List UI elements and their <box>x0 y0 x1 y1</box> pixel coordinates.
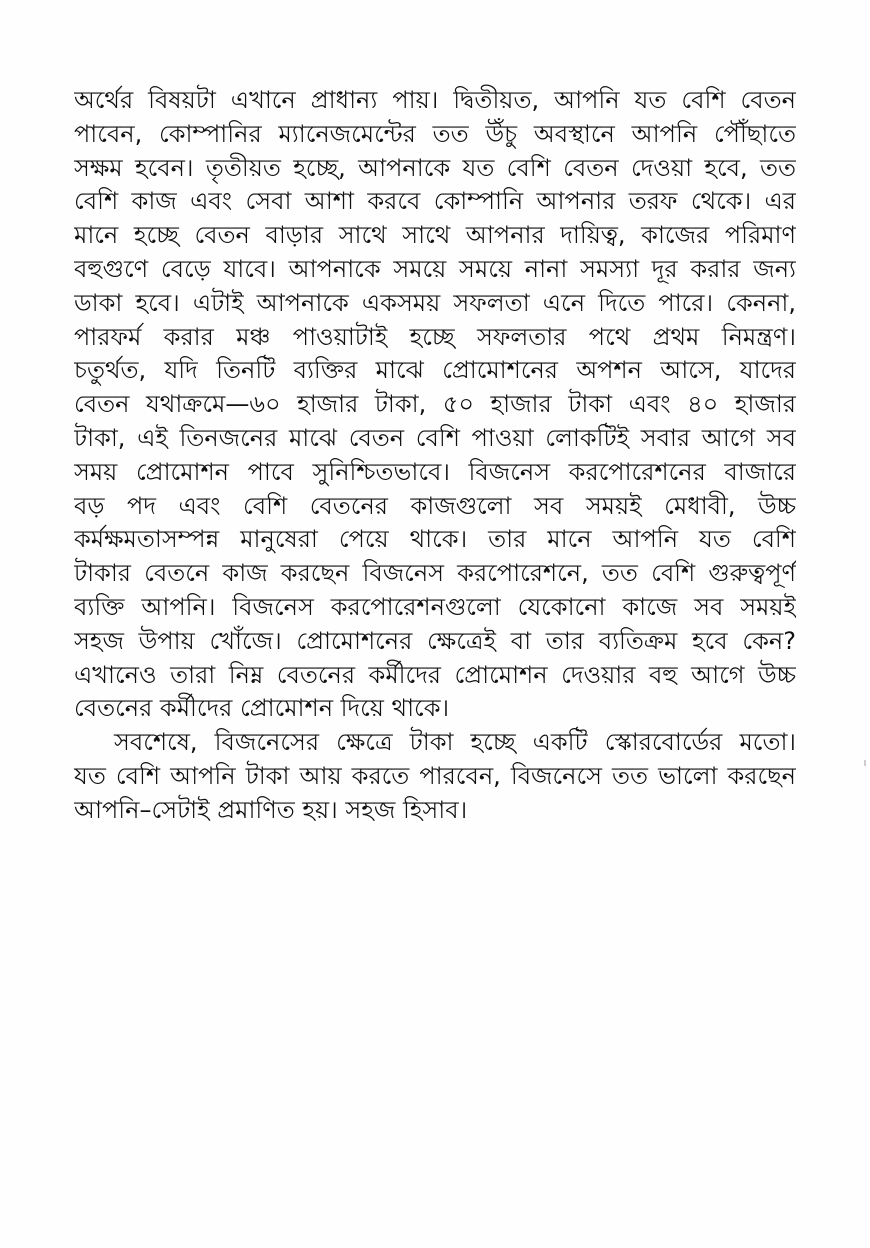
text-line: পাবেন, কোম্পানির ম্যানেজমেন্টের তত উঁচু অবস্থানে আপনি পৌঁছাতে <box>74 119 796 148</box>
scan-speck <box>864 760 866 766</box>
text-line: বেতন যথাক্রমে—৬০ হাজার টাকা, ৫০ হাজার টাকা এবং ৪০ হাজার <box>74 390 796 419</box>
text-line: মানে হচ্ছে বেতন বাড়ার সাথে সাথে আপনার দায়িত্ব, কাজের পরিমাণ <box>74 221 796 250</box>
text-line: যত বেশি আপনি টাকা আয় করতে পারবেন, বিজনেসে তত ভালো করছেন <box>74 761 796 790</box>
paragraph-start-line: সবশেষে, বিজনেসের ক্ষেত্রে টাকা হচ্ছে একটি স্কোরবোর্ডের মতো। <box>114 728 796 757</box>
text-line: এখানেও তারা নিম্ন বেতনের কর্মীদের প্রোমোশন দেওয়ার বহু আগে উচ্চ <box>74 660 796 689</box>
text-line: সক্ষম হবেন। তৃতীয়ত হচ্ছে, আপনাকে যত বেশি বেতন দেওয়া হবে, তত <box>74 153 796 182</box>
text-line: অর্থের বিষয়টা এখানে প্রাধান্য পায়। দ্বিতীয়ত, আপনি যত বেশি বেতন <box>74 86 796 114</box>
text-line: টাকা, এই তিনজনের মাঝে বেতন বেশি পাওয়া লোকটিই সবার আগে সব <box>74 423 796 452</box>
text-line: কর্মক্ষমতাসম্পন্ন মানুষেরা পেয়ে থাকে। তার মানে আপনি যত বেশি <box>74 525 796 554</box>
text-line: টাকার বেতনে কাজ করছেন বিজনেস করপোরেশনে, তত বেশি গুরুত্বপূর্ণ <box>74 559 796 588</box>
text-line: পারফর্ম করার মঞ্চ পাওয়াটাই হচ্ছে সফলতার পথে প্রথম নিমন্ত্রণ। <box>74 322 796 351</box>
text-line: ডাকা হবে। এটাই আপনাকে একসময় সফলতা এনে দিতে পারে। কেননা, <box>74 288 796 317</box>
paragraph-end-line: বেতনের কর্মীদের প্রোমোশন দিয়ে থাকে। <box>74 694 450 723</box>
text-line: সহজ উপায় খোঁজে। প্রোমোশনের ক্ষেত্রেই বা তার ব্যতিক্রম হবে কেন? <box>74 626 796 655</box>
text-line: বড় পদ এবং বেশি বেতনের কাজগুলো সব সময়ই মেধাবী, উচ্চ <box>74 491 796 520</box>
text-line: চতুর্থত, যদি তিনটি ব্যক্তির মাঝে প্রোমোশনের অপশন আসে, যাদের <box>74 356 796 385</box>
text-line: সময় প্রোমোশন পাবে সুনিশ্চিতভাবে। বিজনেস করপোরেশনের বাজারে <box>74 457 796 486</box>
paragraph-end-line: আপনি–সেটাই প্রমাণিত হয়। সহজ হিসাব। <box>74 795 468 824</box>
text-line: বহুগুণে বেড়ে যাবে। আপনাকে সময়ে সময়ে নানা সমস্যা দূর করার জন্য <box>74 254 796 283</box>
body-text <box>74 84 796 828</box>
text-line: ব্যক্তি আপনি। বিজনেস করপোরেশনগুলো যেকোনো কাজে সব সময়ই <box>74 592 796 621</box>
text-line: বেশি কাজ এবং সেবা আশা করবে কোম্পানি আপনার তরফ থেকে। এর <box>74 187 796 216</box>
